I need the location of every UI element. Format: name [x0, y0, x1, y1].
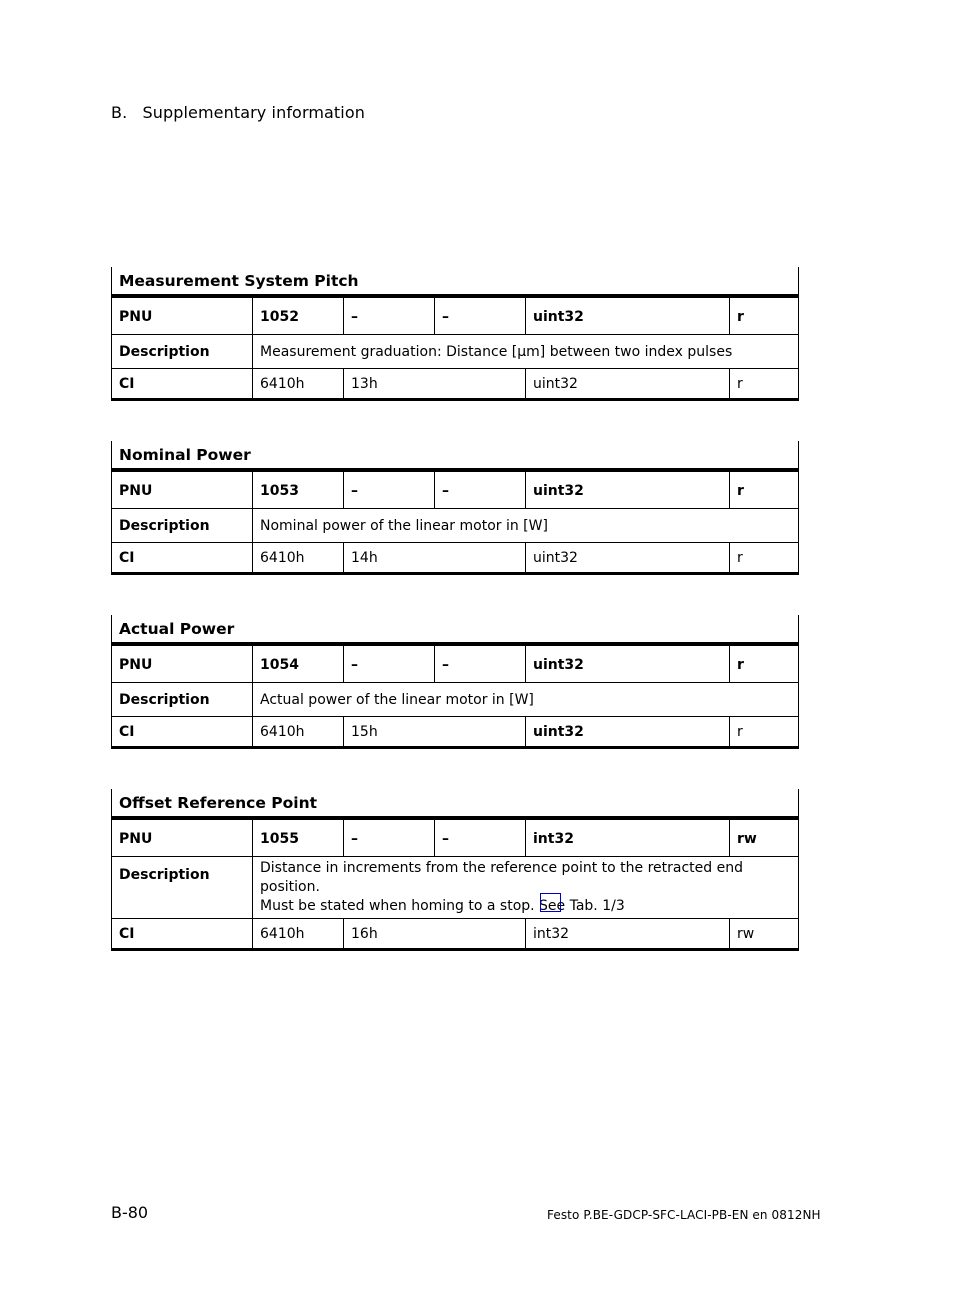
pnu-type: int32	[526, 820, 730, 857]
ci-row	[112, 369, 799, 400]
description-text: Measurement graduation: Distance [µm] between two index pulses	[253, 335, 799, 369]
pnu-col3: –	[344, 820, 435, 857]
ci-label: CI	[112, 919, 253, 950]
pnu-type: uint32	[526, 646, 730, 683]
description-text: Actual power of the linear motor in [W]	[253, 683, 799, 717]
pnu-access: r	[730, 472, 799, 509]
pnu-label: PNU	[112, 820, 253, 857]
tab-reference-link[interactable]	[540, 893, 561, 912]
pnu-access: r	[730, 646, 799, 683]
description-row	[112, 509, 799, 543]
ci-row	[112, 543, 799, 574]
pnu-col3: –	[344, 472, 435, 509]
ci-subindex: 14h	[344, 543, 526, 574]
page-number: B-80	[111, 1203, 149, 1222]
pnu-type: uint32	[526, 472, 730, 509]
param-table-offset-reference-point	[111, 789, 799, 951]
pnu-access: r	[730, 298, 799, 335]
param-table-actual-power	[111, 615, 799, 749]
pnu-col4: –	[435, 820, 526, 857]
description-text: Nominal power of the linear motor in [W]	[253, 509, 799, 543]
ci-access: r	[730, 543, 799, 574]
pnu-number: 1052	[253, 298, 344, 335]
ci-row	[112, 717, 799, 748]
ci-subindex: 15h	[344, 717, 526, 748]
description-row	[112, 335, 799, 369]
ci-index: 6410h	[253, 369, 344, 400]
ci-type: uint32	[526, 369, 730, 400]
ci-row	[112, 919, 799, 950]
section-number: B.	[111, 103, 128, 122]
description-line: Must be stated when homing to a stop. See Tab. 1/3	[260, 898, 625, 914]
description-label: Description	[112, 683, 253, 717]
ci-index: 6410h	[253, 717, 344, 748]
pnu-row	[112, 820, 799, 857]
pnu-row	[112, 646, 799, 683]
ci-access: r	[730, 717, 799, 748]
ci-access: r	[730, 369, 799, 400]
description-label: Description	[112, 335, 253, 369]
description-label: Description	[112, 509, 253, 543]
pnu-col4: –	[435, 298, 526, 335]
param-table-measurement-system-pitch	[111, 267, 799, 401]
pnu-col4: –	[435, 472, 526, 509]
pnu-row	[112, 298, 799, 335]
description-line: Distance in increments from the reference point to the retracted end position.	[260, 860, 743, 895]
ci-label: CI	[112, 717, 253, 748]
param-title: Measurement System Pitch	[111, 267, 799, 298]
ci-access: rw	[730, 919, 799, 950]
document-id: Festo P.BE-GDCP-SFC-LACI-PB-EN en 0812NH	[547, 1208, 821, 1222]
pnu-col3: –	[344, 646, 435, 683]
ci-index: 6410h	[253, 919, 344, 950]
pnu-label: PNU	[112, 472, 253, 509]
ci-label: CI	[112, 369, 253, 400]
ci-type: int32	[526, 919, 730, 950]
param-title: Offset Reference Point	[111, 789, 799, 820]
ci-subindex: 16h	[344, 919, 526, 950]
ci-subindex: 13h	[344, 369, 526, 400]
ci-label: CI	[112, 543, 253, 574]
pnu-label: PNU	[112, 646, 253, 683]
pnu-access: rw	[730, 820, 799, 857]
pnu-label: PNU	[112, 298, 253, 335]
param-table-nominal-power	[111, 441, 799, 575]
pnu-number: 1053	[253, 472, 344, 509]
pnu-row	[112, 472, 799, 509]
section-title: Supplementary information	[142, 103, 365, 122]
page-header	[111, 103, 365, 122]
description-row	[112, 857, 799, 919]
ci-index: 6410h	[253, 543, 344, 574]
param-title: Actual Power	[111, 615, 799, 646]
pnu-type: uint32	[526, 298, 730, 335]
ci-type: uint32	[526, 543, 730, 574]
param-title: Nominal Power	[111, 441, 799, 472]
pnu-col4: –	[435, 646, 526, 683]
description-row	[112, 683, 799, 717]
description-text	[253, 857, 799, 919]
pnu-number: 1054	[253, 646, 344, 683]
description-label: Description	[112, 857, 253, 919]
ci-type: uint32	[526, 717, 730, 748]
pnu-col3: –	[344, 298, 435, 335]
pnu-number: 1055	[253, 820, 344, 857]
